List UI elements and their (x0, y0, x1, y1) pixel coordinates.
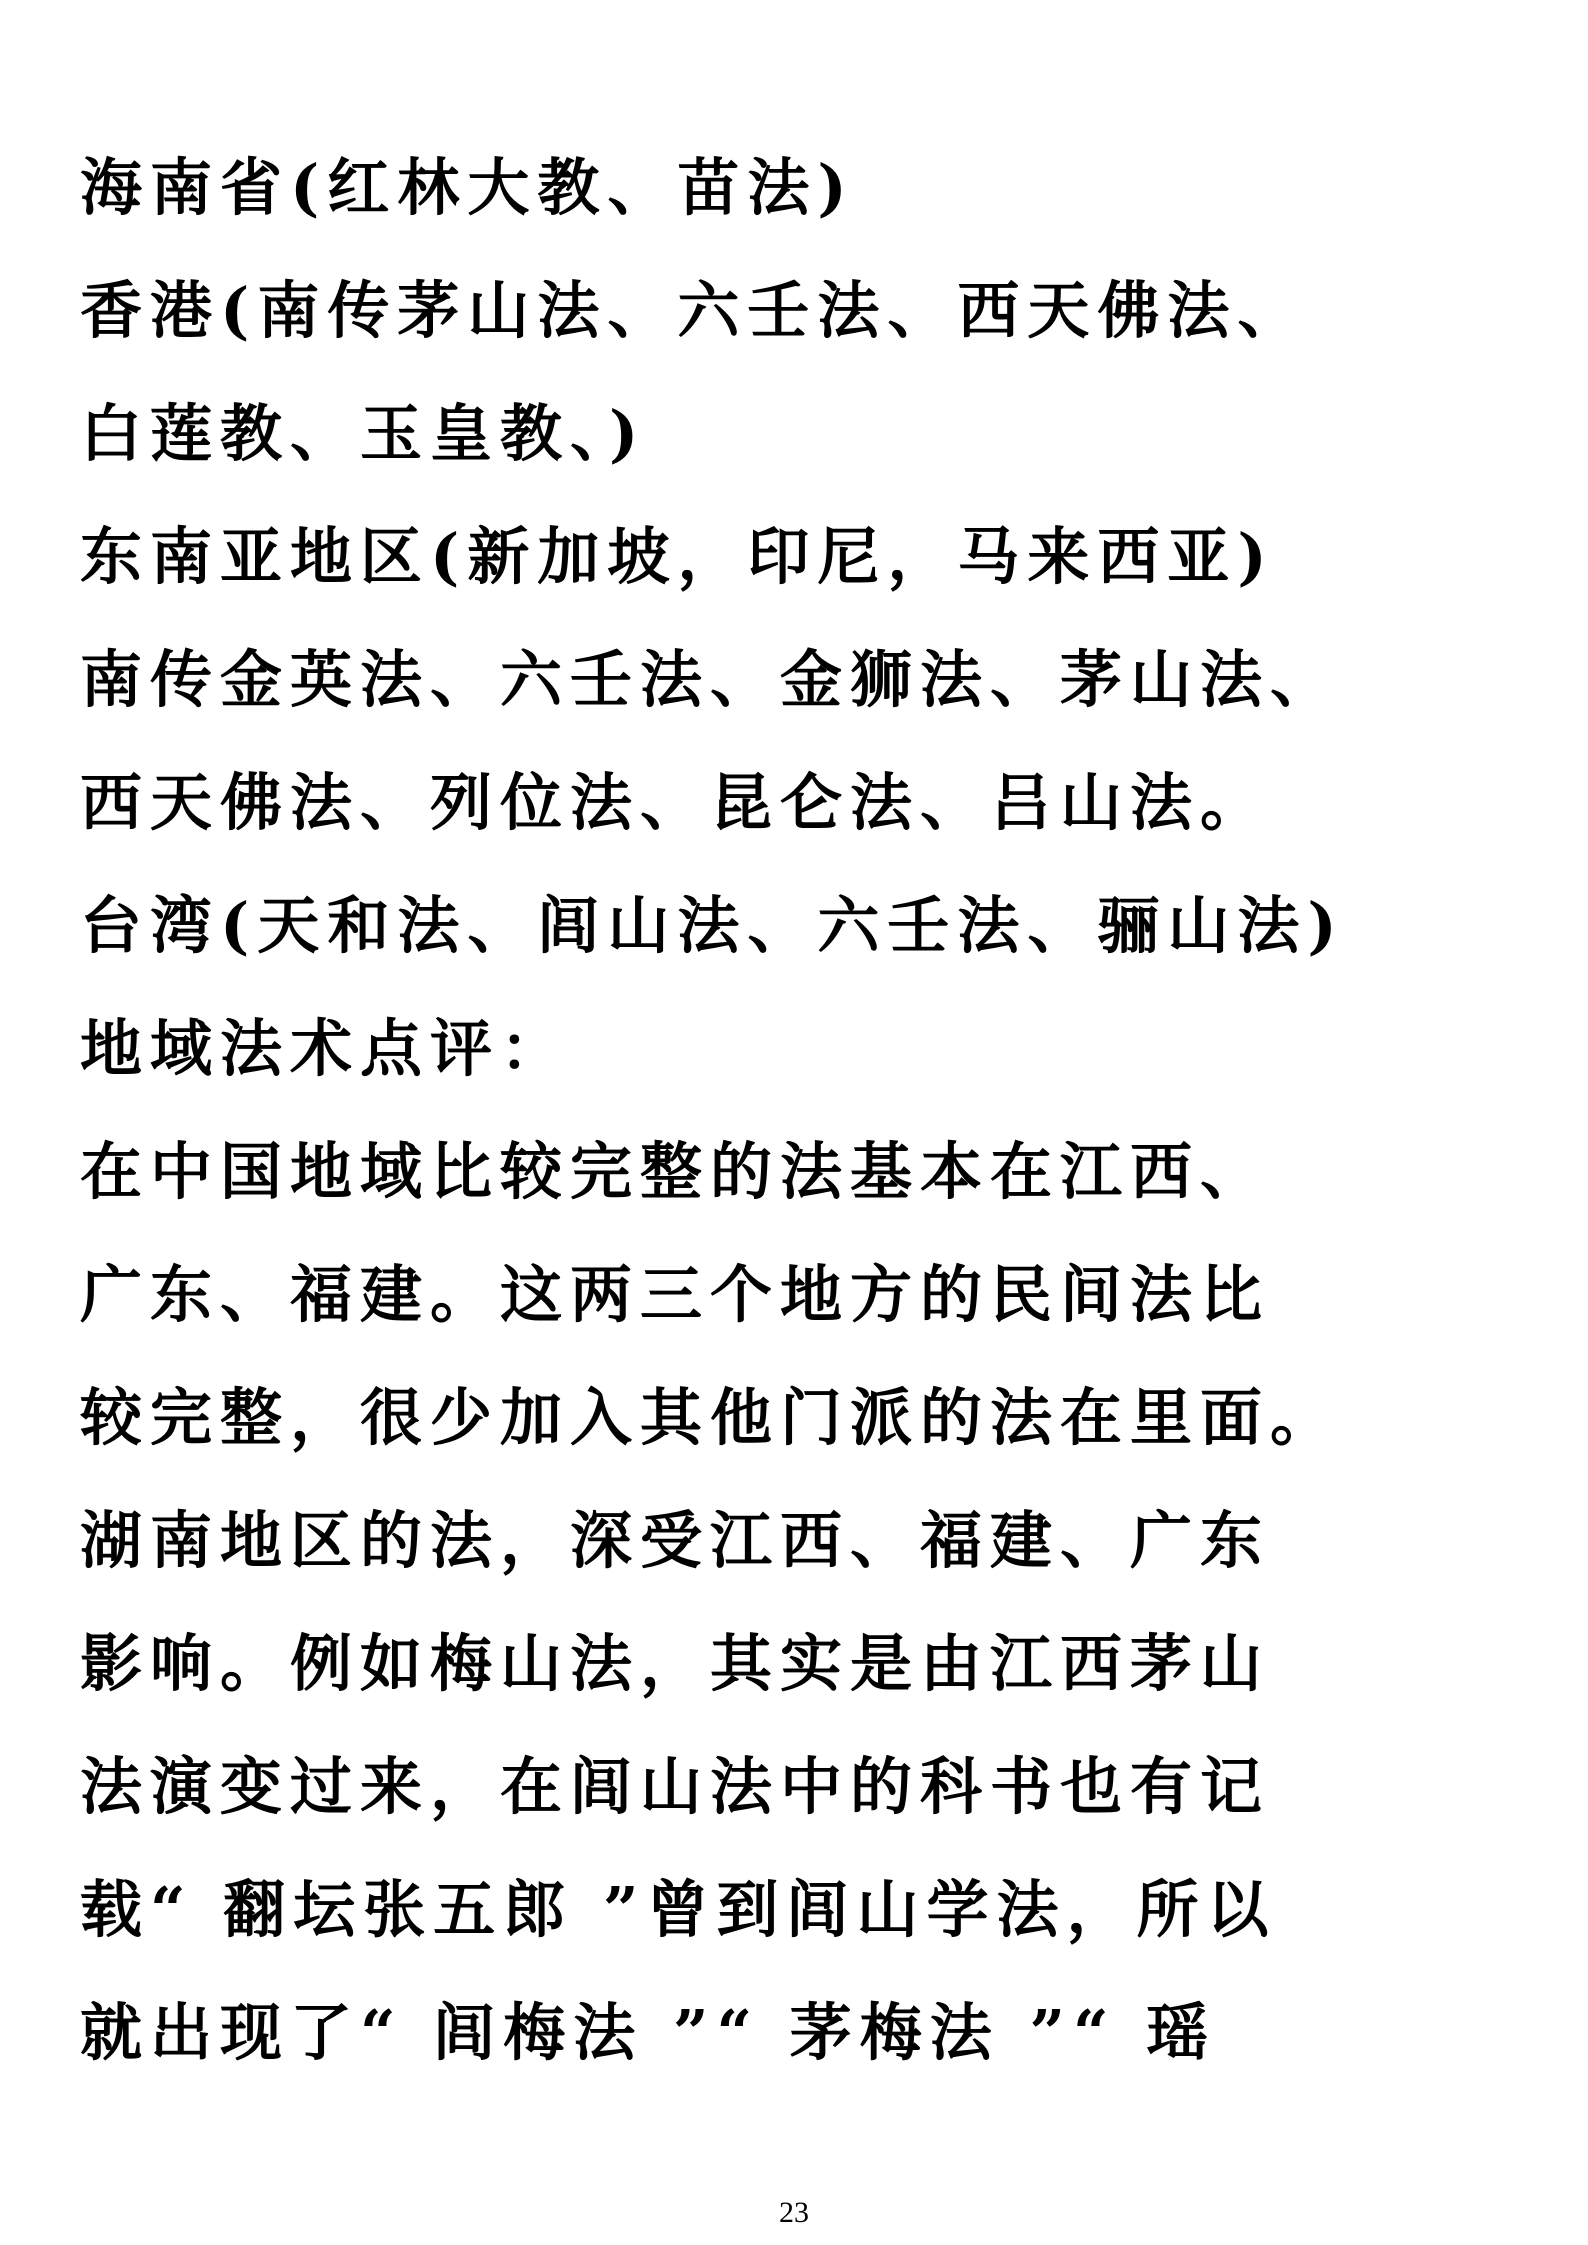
text-line: 香港(南传茅山法、六壬法、西天佛法、 (80, 274, 1308, 347)
body-text (80, 126, 1520, 2094)
text-line: 台湾(天和法、闾山法、六壬法、骊山法) (80, 889, 1345, 962)
text-line: 较完整，很少加入其他门派的法在里面。 (80, 1381, 1341, 1454)
section-heading: 地域法术点评： (80, 1012, 571, 1085)
text-line: 海南省(红林大教、苗法) (80, 151, 855, 224)
text-line: 载“ 翻坛张五郎 ”曾到闾山学法，所以 (80, 1873, 1277, 1946)
text-line: 东南亚地区(新加坡，印尼，马来西亚) (80, 520, 1275, 593)
text-line: 法演变过来，在闾山法中的科书也有记 (80, 1750, 1271, 1823)
page-number: 23 (779, 2196, 809, 2229)
text-line: 影响。例如梅山法，其实是由江西茅山 (80, 1627, 1271, 1700)
text-line: 西天佛法、列位法、昆仑法、吕山法。 (80, 766, 1271, 839)
text-line: 就出现了“ 闾梅法 ”“ 茅梅法 ”“ 瑶 (80, 1996, 1217, 2069)
text-line: 南传金英法、六壬法、金狮法、茅山法、 (80, 643, 1341, 716)
text-line: 白莲教、玉皇教、) (80, 397, 647, 470)
text-line: 广东、福建。这两三个地方的民间法比 (80, 1258, 1271, 1331)
text-line: 湖南地区的法，深受江西、福建、广东 (80, 1504, 1271, 1577)
text-line: 在中国地域比较完整的法基本在江西、 (80, 1135, 1271, 1208)
